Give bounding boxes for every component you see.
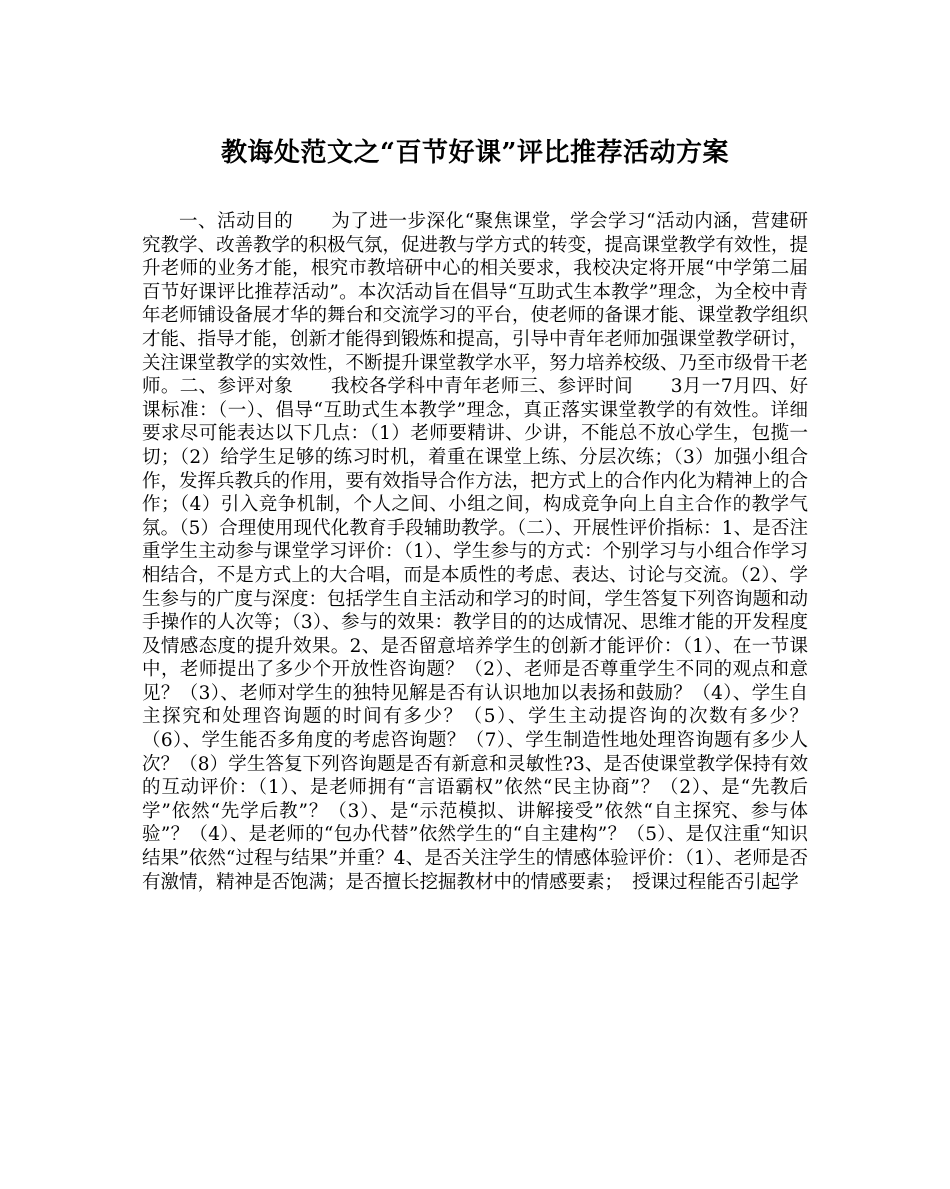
- document-title: 教诲处范文之“百节好课”评比推荐活动方案: [221, 138, 729, 168]
- document-body-text: 一、活动目的 为了进一步深化“聚焦课堂，学会学习“活动内涵，营建研究教学、改善教学的积极气氛，促进教与学方式的转变，提高课堂教学有效性，提升老师的业务才能，根究市教培研中心的相关要求，我校决定将开展“中学第二届百节好课评比推荐活动”。本次活动旨在倡导“互助式生本教学”理念，为全校中青年老师铺设备展才华的舞台和交流学习的平台，使老师的备课才能、课堂教学组织才能、指导才能，创新才能得到锻炼和提高，引导中青年老师加强课堂教学研讨，关注课堂教学的实效性，不断提升课堂教学水平，努力培养校级、乃至市级骨干老师。二、参评对象 我校各学科中青年老师三、参评时间 3月一7月四、好课标准：（一）、倡导“互助式生本教学”理念，真正落实课堂教学的有效性。详细要求尽可能表达以下几点：（1）老师要精讲、少讲，不能总不放心学生，包揽一切；（2）给学生足够的练习时机，着重在课堂上练、分层次练；（3）加强小组合作，发挥兵教兵的作用，要有效指导合作方法，把方式上的合作内化为精神上的合作；（4）引入竞争机制，个人之间、小组之间，构成竞争向上自主合作的教学气氛。（5）合理使用现代化教育手段辅助教学。（二）、开展性评价指标：1、是否注重学生主动参与课堂学习评价：（1）、学生参与的方式：个别学习与小组合作学习相结合，不是方式上的大合唱，而是本质性的考虑、表达、讨论与交流。（2）、学生参与的广度与深度：包括学生自主活动和学习的时间，学生答复下列咨询题和动手操作的人次等；（3）、参与的效果：教学目的的达成情况、思维才能的开发程度及情感态度的提升效果。2、是否留意培养学生的创新才能评价：（1）、在一节课中，老师提出了多少个开放性咨询题？（2）、老师是否尊重学生不同的观点和意见？（3）、老师对学生的独特见解是否有认识地加以表扬和鼓励？（4）、学生自主探究和处理咨询题的时间有多少？（5）、学生主动提咨询的次数有多少？（6）、学生能否多角度的考虑咨询题？（7）、学生制造性地处理咨询题有多少人次？（8）学生答复下列咨询题是否有新意和灵敏性?3、是否使课堂教学保持有效的互动评价：（1）、是老师拥有“言语霸权”依然“民主协商”？（2）、是“先教后学”依然“先学后教”？（3）、是“示范模拟、讲解接受”依然“自主探究、参与体验”？（4）、是老师的“包办代替”依然学生的“自主建构”？（5）、是仅注重“知识结果”依然“过程与结果”并重？4、是否关注学生的情感体验评价：（1）、老师是否有激情，精神是否饱满；是否擅长挖掘教材中的情感要素； 授课过程能否引起学: [142, 211, 809, 893]
